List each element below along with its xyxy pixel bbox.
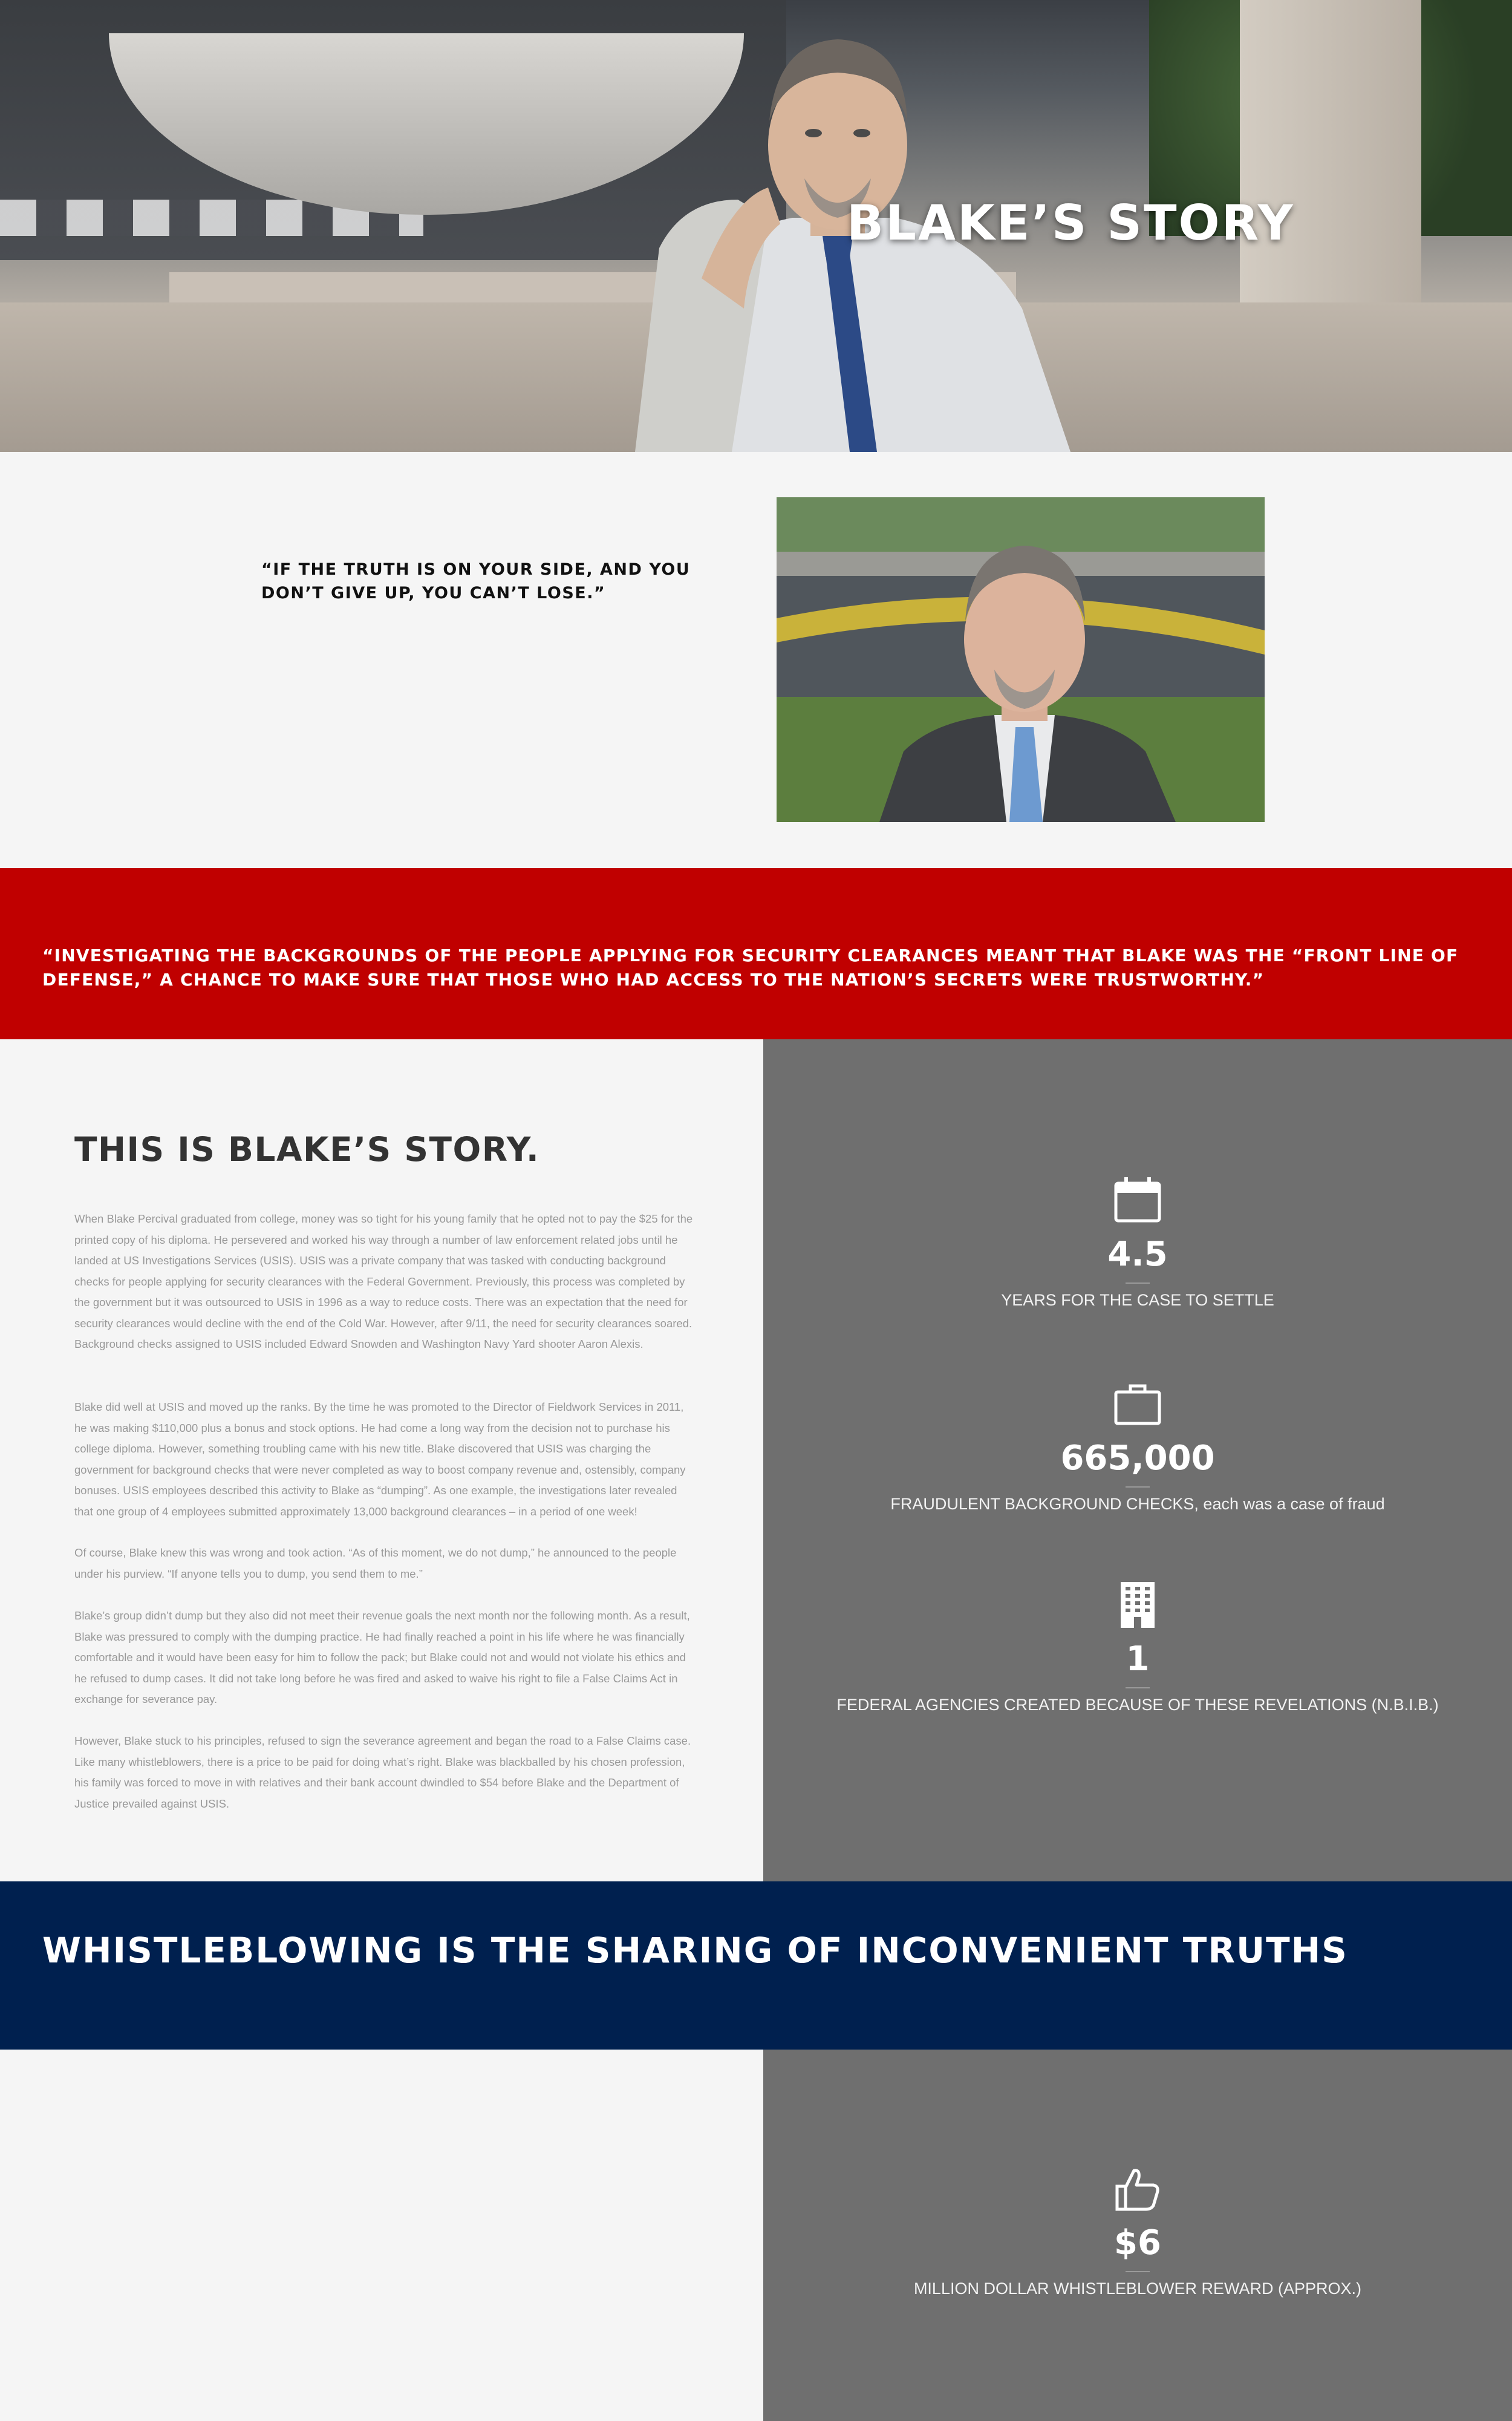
stat-value: 1 xyxy=(1126,1639,1150,1679)
stat-divider xyxy=(1126,1486,1150,1488)
stat-divider xyxy=(1126,1282,1150,1284)
stat-label: FRAUDULENT BACKGROUND CHECKS, each was a case of fraud xyxy=(890,1495,1385,1513)
stat-background-checks xyxy=(763,1380,1512,1514)
blue-heading-band xyxy=(0,1881,1512,2050)
story-paragraph-2: Blake did well at USIS and moved up the ranks. By the time he was promoted to the Director of Fieldwork Services in 2011, he was making $110,000 plus a bonus and stock options. He had come a long way from the decision not to purchase his college diploma. However, something troubling came with his new title. Blake discovered that USIS was charging the government for background checks that were never completed as way to boost company revenue and, ostensibly, company bonuses. USIS employees described this activity to Blake as “dumping”. As one example, the investigations later revealed that one group of 4 employees submitted approximately 13,000 background clearances – in a period of one week! xyxy=(74,1400,686,1518)
stat-years xyxy=(763,1176,1512,1310)
story-paragraph-5: However, Blake stuck to his principles, refused to sign the severance agreement and began the road to a False Claims case. Like many whistleblowers, there is a price to be paid for doing what’s right. Blake was blackballed by his chosen profession, his family was forced to move in with relatives and their bank account dwindled to $54 before Blake and the Department of Justice prevailed against USIS. xyxy=(74,1734,691,1810)
briefcase-icon xyxy=(1113,1380,1162,1428)
pull-quote: “IF THE TRUTH IS ON YOUR SIDE, AND YOU DON’T GIVE UP, YOU CAN’T LOSE.” xyxy=(261,560,691,603)
hero-title: BLAKE’S STORY xyxy=(847,195,1295,251)
story-title: THIS IS BLAKE’S STORY. xyxy=(74,1130,540,1169)
stat-agencies xyxy=(763,1581,1512,1714)
stat-label: MILLION DOLLAR WHISTLEBLOWER REWARD (APPROX.) xyxy=(913,2279,1362,2298)
story-paragraph-1: When Blake Percival graduated from college, money was so tight for his young family that he opted not to pay the $25 for the printed copy of his diploma. He persevered and worked his way through a number of law enforcement related jobs until he landed at US Investigations Services (USIS). USIS was a private company that was tasked with conducting background checks for people applying for security clearances with the Federal Government. Previously, this process was completed by the government but it was outsourced to USIS in 1996 as a way to reduce costs. There was an expectation that the need for security clearances would decline with the end of the Cold War. However, after 9/11, the need for security clearances soared. Background checks assigned to USIS included Edward Snowden and Washington Navy Yard shooter Aaron Alexis. xyxy=(74,1212,693,1350)
stat-label: FEDERAL AGENCIES CREATED BECAUSE OF THESE REVELATIONS (N.B.I.B.) xyxy=(836,1696,1439,1714)
story-paragraph-4: Blake’s group didn’t dump but they also did not meet their revenue goals the next month nor the following month. As a result, Blake was pressured to comply with the dumping practice. He had finally reached a point in his life where he was financially comfortable and it would have been easy for him to follow the pack; but Blake could not and would not violate his ethics and he refused to dump cases. It did not take long before he was fired and asked to waive his right to file a False Claims Act in exchange for severance pay. xyxy=(74,1609,690,1705)
stat-value: 665,000 xyxy=(1060,1439,1215,1478)
story-paragraph-3: Of course, Blake knew this was wrong and took action. “As of this moment, we do not dump,” he announced to the people under his purview. “If anyone tells you to dump, you send them to me.” xyxy=(74,1546,677,1580)
portrait-photo xyxy=(777,497,1265,822)
stat-divider xyxy=(1126,2271,1150,2272)
stat-value: 4.5 xyxy=(1107,1235,1168,1274)
stat-value: $6 xyxy=(1114,2223,1161,2263)
bottom-left-panel xyxy=(0,2050,763,2421)
red-band-quote: “INVESTIGATING THE BACKGROUNDS OF THE PEOPLE APPLYING FOR SECURITY CLEARANCES MEANT THAT BLAKE WAS THE “FRONT LINE OF DEFENSE,” A CHANCE TO MAKE SURE THAT THOSE WHO HAD ACCESS TO THE NATION’S SECRETS WERE TRUSTWORTHY.” xyxy=(42,946,1459,990)
calendar-icon xyxy=(1113,1176,1162,1224)
stat-label: YEARS FOR THE CASE TO SETTLE xyxy=(1001,1291,1274,1309)
building-icon xyxy=(1113,1581,1162,1629)
red-quote-band xyxy=(0,868,1512,1039)
whistleblowing-heading: WHISTLEBLOWING IS THE SHARING OF INCONVENIENT TRUTHS xyxy=(42,1930,1348,1971)
stat-divider xyxy=(1126,1687,1150,1688)
hero-banner xyxy=(0,0,1512,452)
thumbs-up-icon xyxy=(1113,2165,1162,2213)
stat-reward xyxy=(763,2165,1512,2298)
